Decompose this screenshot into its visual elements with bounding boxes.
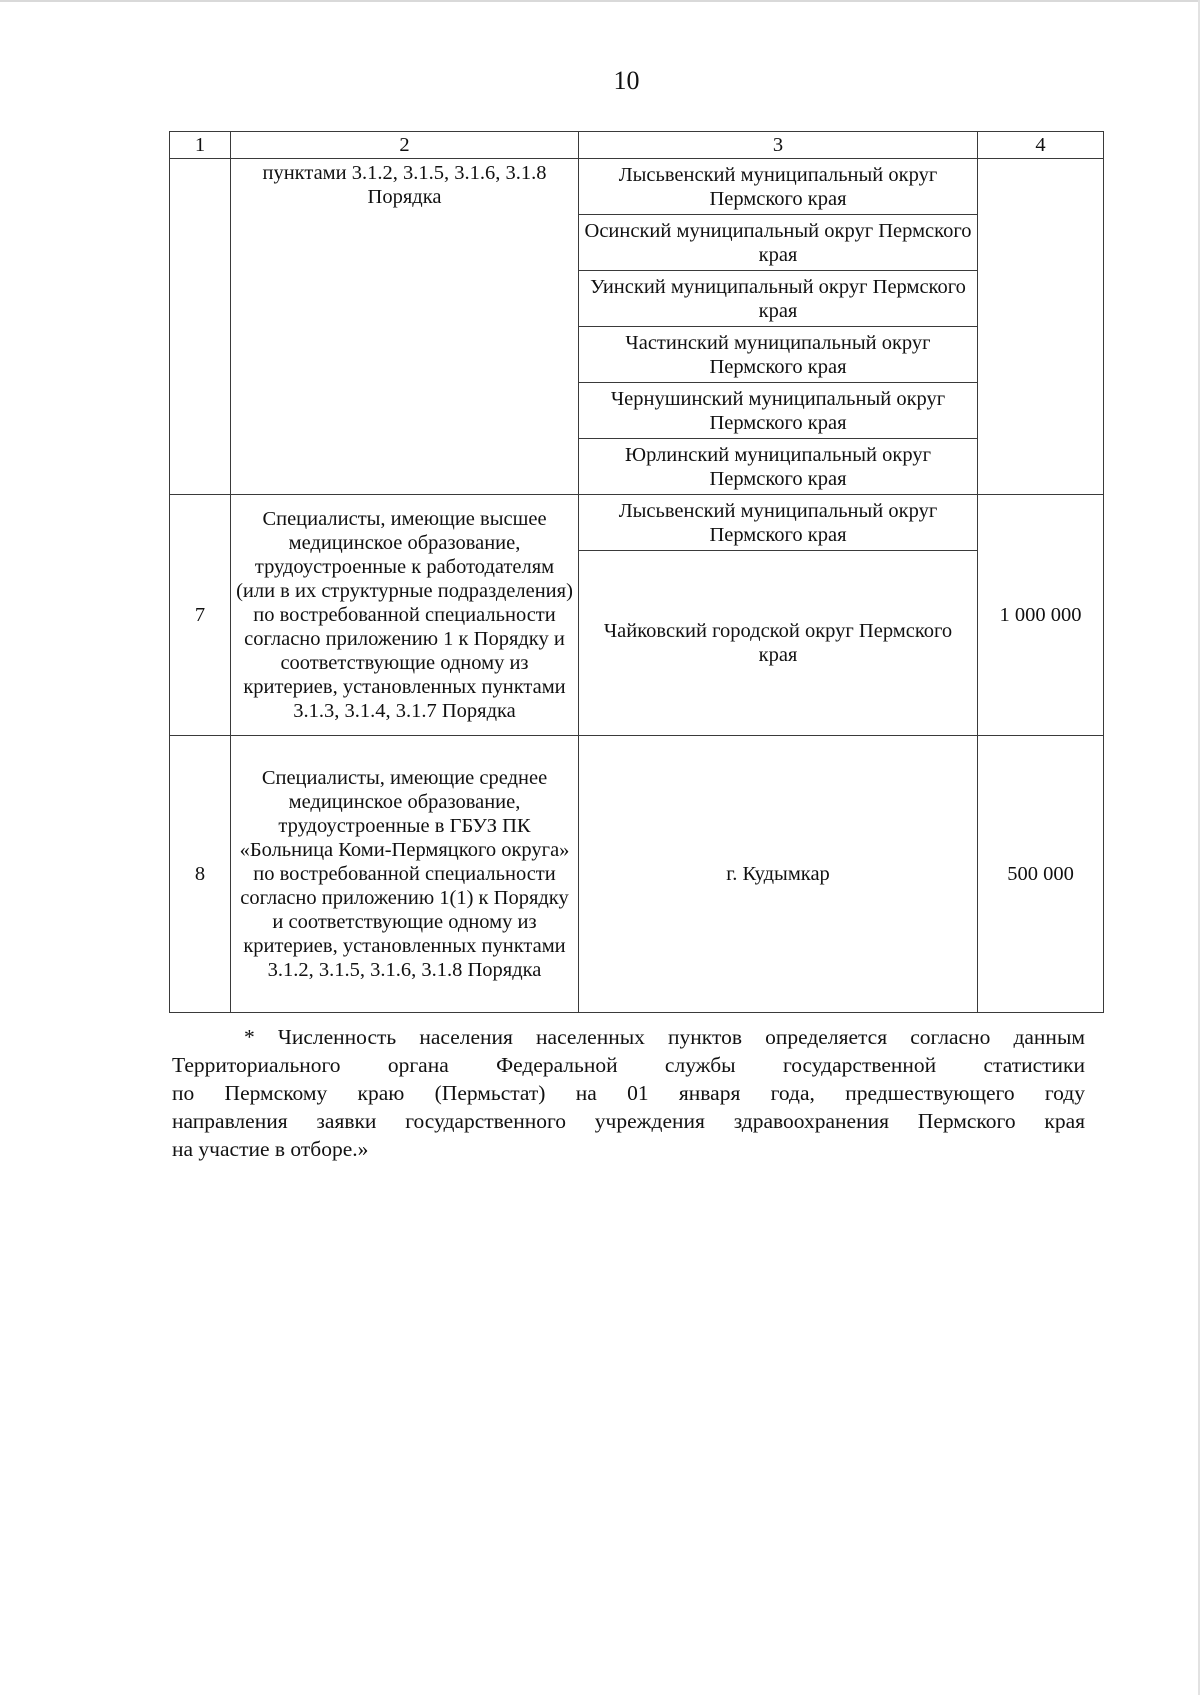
table-row <box>170 495 1104 551</box>
footnote-line: по Пермскому краю (Пермьстат) на 01 января года, предшествующего году <box>172 1081 1085 1105</box>
footnote <box>172 1023 1085 1163</box>
row-8-specialists: Специалисты, имеющие среднее медицинское образование, трудоустроенные в ГБУЗ ПК «Больница Коми-Пермяцкого округа» по востребованной специальности согласно приложению 1(1) к Порядку и соответствующие одному из критериев, установленных пунктами 3.1.2, 3.1.5, 3.1.6, 3.1.8 Порядка <box>231 736 579 1013</box>
district-cell: Юрлинский муниципальный округ Пермского края <box>579 439 978 495</box>
header-col-3: 3 <box>579 132 978 159</box>
continuation-number-cell <box>170 159 231 495</box>
table-row <box>170 159 1104 215</box>
header-col-1: 1 <box>170 132 231 159</box>
footnote-line: * Численность населения населенных пунктов определяется согласно данным <box>244 1025 1085 1049</box>
header-col-4: 4 <box>978 132 1104 159</box>
page-number: 10 <box>613 66 640 95</box>
table-header-row <box>170 132 1104 159</box>
scan-edge-top <box>0 0 1200 2</box>
footnote-line: на участие в отборе.» <box>172 1137 369 1161</box>
district-cell: Уинский муниципальный округ Пермского края <box>579 271 978 327</box>
district-cell: Лысьвенский муниципальный округ Пермского края <box>579 495 978 551</box>
continuation-amount-cell <box>978 159 1104 495</box>
footnote-line: направления заявки государственного учреждения здравоохранения Пермского края <box>172 1109 1085 1133</box>
row-8-district: г. Кудымкар <box>579 736 978 1013</box>
header-col-2: 2 <box>231 132 579 159</box>
district-cell: Осинский муниципальный округ Пермского края <box>579 215 978 271</box>
row-7-number: 7 <box>170 495 231 736</box>
continuation-criteria-cell: пунктами 3.1.2, 3.1.5, 3.1.6, 3.1.8 Порядка <box>231 159 579 495</box>
table-row <box>170 736 1104 1013</box>
row-7-specialists: Специалисты, имеющие высшее медицинское образование, трудоустроенные к работодателям (или в их структурные подразделения) по востребованной специальности согласно приложению 1 к Порядку и соответствующие одному из критериев, установленных пунктами 3.1.3, 3.1.4, 3.1.7 Порядка <box>231 495 579 736</box>
row-8-number: 8 <box>170 736 231 1013</box>
district-cell: Частинский муниципальный округ Пермского края <box>579 327 978 383</box>
footnote-line: Территориального органа Федеральной службы государственной статистики <box>172 1053 1085 1077</box>
district-cell: Лысьвенский муниципальный округ Пермского края <box>579 159 978 215</box>
row-8-amount: 500 000 <box>978 736 1104 1013</box>
district-cell: Чайковский городской округ Пермского края <box>579 551 978 736</box>
district-cell: Чернушинский муниципальный округ Пермского края <box>579 383 978 439</box>
allowance-table <box>169 131 1104 1013</box>
row-7-amount: 1 000 000 <box>978 495 1104 736</box>
